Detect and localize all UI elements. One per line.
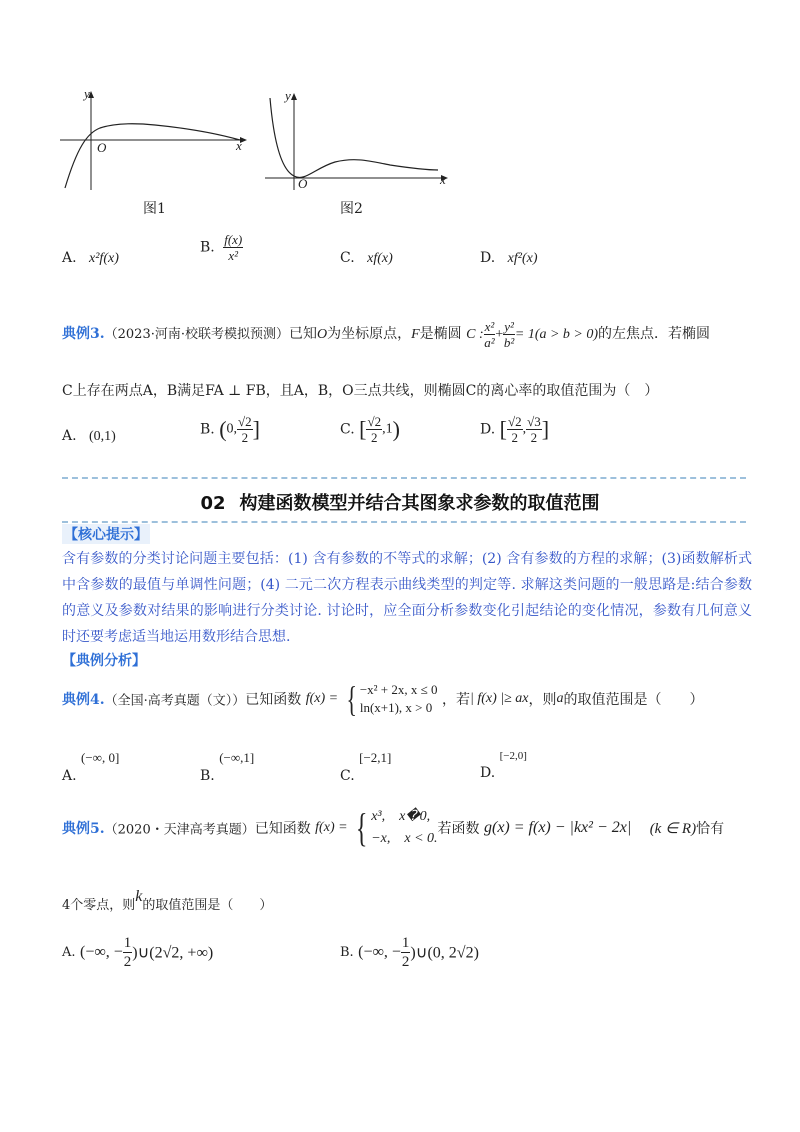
section-number: 02 — [200, 493, 226, 514]
fig1-x-label: x — [236, 138, 242, 153]
ex3-option-d: D. [ $\frac{√2}{2}$ , $\frac{√3}{2}$ ] — [480, 414, 550, 445]
example-4-tag: 典例4. — [62, 692, 105, 708]
figure-2 — [260, 90, 455, 195]
ex3-option-c: C. [ $\frac{√2}{2}$ ,1) — [340, 414, 400, 445]
ex5-option-a: A. (−∞, − $\frac{1}{2}$ )∪(2√2, +∞) — [62, 935, 214, 970]
example-3-line-1: 典例3.（2023·河南·校联考模拟预测）已知O为坐标原点，F是椭圆 C : $\frac{\text{x²}}{\text{a²}}$ + $\frac{\text{y²}}{\text{b²}}$ = 1(a > b > 0)的左焦点．若椭圆 — [62, 318, 711, 350]
example-5-line-2: 4个零点，则k的取值范围是（ ） — [62, 888, 273, 913]
ex4-option-b: B. (−∞,1] — [200, 750, 255, 784]
analysis-label: 【典例分析】 — [62, 653, 146, 669]
prev-option-c: C. xf(x) — [340, 250, 393, 266]
figure-1 — [55, 88, 255, 198]
fig2-caption: 图2 — [340, 201, 363, 217]
example-3-line-2: C上存在两点A，B满足FA ⊥ FB，且A，B，O三点共线，则椭圆C的离心率的取值范围为（ ） — [62, 383, 659, 399]
fig2-origin: O — [298, 176, 308, 191]
example-3-tag: 典例3. — [62, 326, 105, 342]
prev-option-b: B. $\frac{f(x)}{\text{x²}}$ — [200, 232, 243, 263]
ex4-option-a: A. (−∞, 0] — [62, 750, 120, 784]
fig1-y-label: y — [84, 86, 90, 101]
section-divider-bottom — [62, 521, 746, 523]
ex3-option-b: B. (0, $\frac{√2}{2}$ ] — [200, 414, 260, 445]
core-tip-text: 含有参数的分类讨论问题主要包括：(1) 含有参数的不等式的求解；(2) 含有参数的方程的求解；(3)函数解析式中含参数的最值与单调性问题；(4) 二元二次方程表示曲线类型的判定等. 求解这类问题的一般思路是:结合参数的意义及参数对结果的影响进行分类讨论. 讨论时，应全面分析参数变化引起结论的变化情况，参数有几何意义时还要考虑适当地运用数形结合思想. — [62, 551, 752, 645]
fig2-y-label: y — [285, 88, 291, 103]
fig2-x-label: x — [440, 172, 446, 187]
ex4-option-d: D. [−2,0] — [480, 750, 527, 781]
section-divider-top — [62, 477, 746, 479]
example-5-tag: 典例5. — [62, 821, 105, 837]
section-title: 构建函数模型并结合其图象求参数的取值范围 — [239, 493, 600, 514]
core-tip-label: 【核心提示】 — [62, 524, 150, 544]
example-4-line: 典例4.（全国·高考真题（文））已知函数 f(x) = { −x² + 2x, x ≤ 0 ln(x+1), x > 0 ，若| f(x) |≥ ax，则a的取值范围是（ ） — [62, 679, 704, 719]
fig1-caption: 图1 — [143, 201, 166, 217]
ex4-option-c: C. [−2,1] — [340, 750, 392, 784]
fig1-origin: O — [97, 140, 107, 155]
prev-option-d: D. xf²(x) — [480, 250, 538, 266]
section-heading — [0, 489, 800, 515]
ex5-option-b: B. (−∞, − $\frac{1}{2}$ )∪(0, 2√2) — [340, 935, 479, 970]
example-5-line-1: 典例5.（2020・天津高考真题）已知函数 f(x) = { x³, x�0, −x, x < 0. 若函数 g(x) = f(x) − |kx² − 2x| (k ∈ R)恰有 — [62, 805, 725, 850]
prev-option-a: A. x²f(x) — [62, 250, 119, 266]
ex3-option-a: A. (0,1) — [62, 428, 116, 444]
